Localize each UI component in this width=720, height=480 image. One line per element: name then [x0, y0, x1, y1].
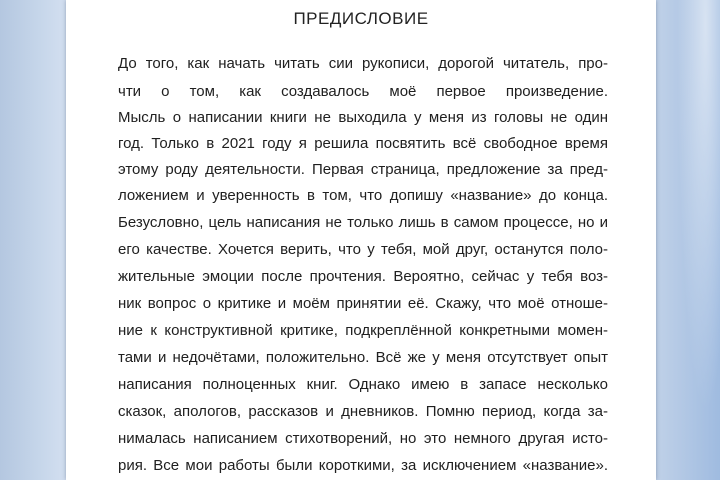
text-line-4: год. Только в 2021 году я решила посвятить всё свободное время [118, 135, 608, 152]
text-line-8: его качестве. Хочется верить, что у тебя, мой друг, останутся поло- [118, 241, 608, 258]
text-line-6: ложением и уверенность в том, что допишу «название» до конца. [118, 187, 608, 204]
text-line-11: ние к конструктивной критике, подкреплённой конкретными момен- [118, 322, 608, 339]
text-line-1: До того, как начать читать сии рукописи, дорогой читатель, про- [118, 55, 608, 72]
text-line-9: жительные эмоции после прочтения. Вероятно, сейчас у тебя воз- [118, 268, 608, 285]
background-left [0, 0, 66, 480]
document-page [66, 0, 656, 480]
text-line-10: ник вопрос о критике и моём принятии её. Скажу, что моё отноше- [118, 295, 608, 312]
text-line-12: тами и недочётами, положительно. Всё же у меня отсутствует опыт [118, 349, 608, 366]
text-line-7: Безусловно, цель написания не только лишь в самом процессе, но и [118, 214, 608, 231]
background-glare [672, 0, 720, 480]
text-line-16: рия. Все мои работы были короткими, за исключением «название». [118, 457, 608, 474]
text-line-3: Мысль о написании книги не выходила у меня из головы не один [118, 109, 608, 126]
background-right [656, 0, 720, 480]
text-line-2: чти о том, как создавалось моё первое произведение. [118, 83, 608, 100]
text-line-14: сказок, апологов, рассказов и дневников. Помню период, когда за- [118, 403, 608, 420]
text-line-5: этому роду деятельности. Первая страница, предложение за пред- [118, 161, 608, 178]
text-line-15: нималась написанием стихотворений, но это немного другая исто- [118, 430, 608, 447]
page-heading: ПРЕДИСЛОВИЕ [293, 9, 429, 28]
text-line-13: написания полноценных книг. Однако имею в запасе несколько [118, 376, 608, 393]
